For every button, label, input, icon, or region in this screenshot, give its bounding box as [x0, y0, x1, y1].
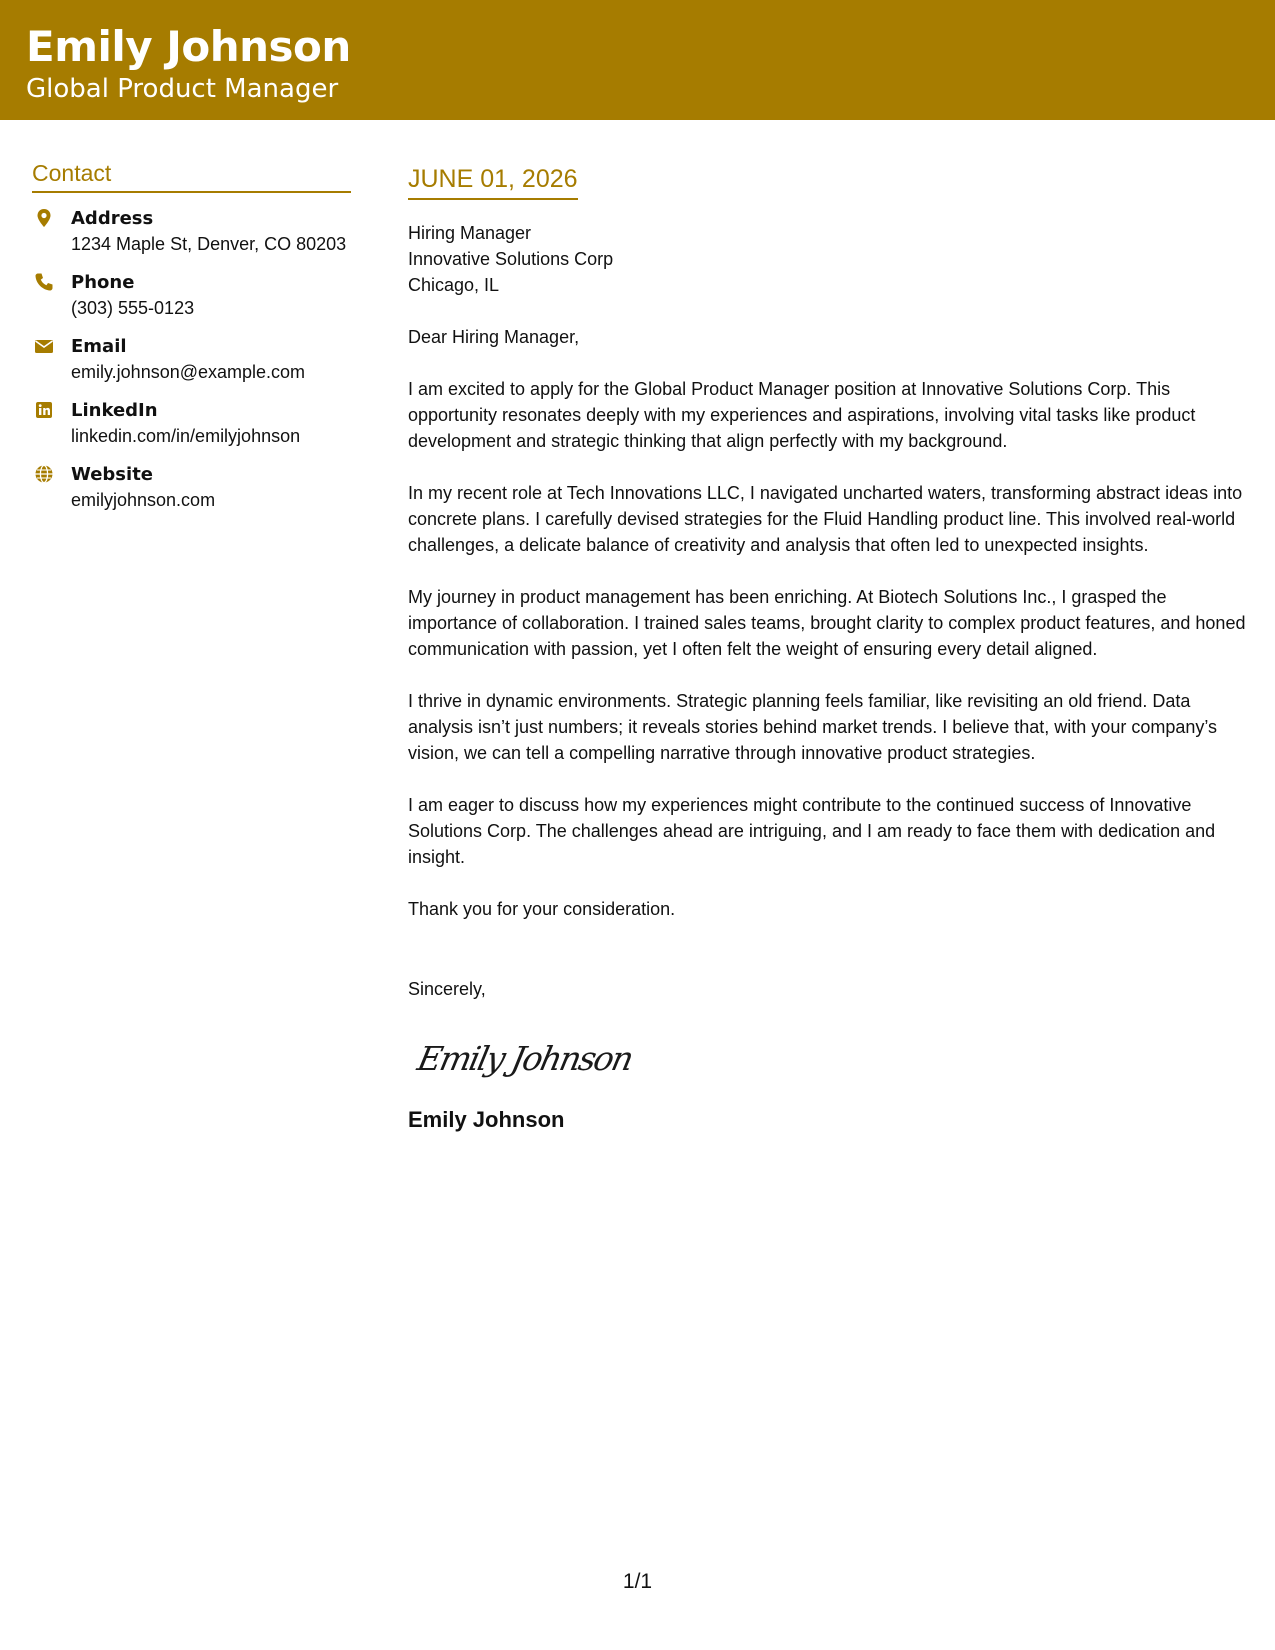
map-pin-icon — [34, 208, 54, 228]
contact-heading: Contact — [32, 160, 351, 193]
contact-label: Address — [71, 208, 154, 229]
header-banner — [0, 0, 1275, 120]
contact-label: Email — [71, 336, 127, 357]
contact-linkedin — [32, 399, 352, 449]
contact-label: Phone — [71, 272, 135, 293]
recipient-line: Innovative Solutions Corp — [408, 249, 614, 269]
letter-paragraph: I am excited to apply for the Global Product Manager position at Innovative Solutions Corp. This opportunity resonates deeply with my experiences and aspirations, involving vital tasks like product development and strategic thinking that align perfectly with my background. — [408, 379, 1196, 451]
letter-paragraph: My journey in product management has been enriching. At Biotech Solutions Inc., I grasped the importance of collaboration. I trained sales teams, brought clarity to complex product features, and honed communication with passion, yet I often felt the weight of ensuring every detail aligned. — [408, 587, 1246, 659]
contact-website — [32, 463, 352, 513]
signature-image — [414, 1032, 654, 1086]
applicant-role: Global Product Manager — [26, 74, 339, 104]
letter-body — [408, 166, 1250, 1133]
contact-sidebar — [32, 160, 352, 513]
linkedin-icon — [34, 400, 54, 420]
recipient-line: Hiring Manager — [408, 223, 532, 243]
applicant-name: Emily Johnson — [26, 22, 351, 71]
phone-icon — [34, 272, 54, 292]
contact-value: linkedin.com/in/emilyjohnson — [71, 426, 301, 446]
letter-paragraph: In my recent role at Tech Innovations LLC, I navigated uncharted waters, transforming abstract ideas into concrete plans. I carefully devised strategies for the Fluid Handling product line. This involved real-world challenges, a delicate balance of creativity and analysis that often led to unexpected insights. — [408, 483, 1243, 555]
salutation: Dear Hiring Manager, — [408, 327, 580, 347]
contact-value: emily.johnson@example.com — [71, 362, 306, 382]
closing: Sincerely, — [408, 979, 486, 999]
contact-value: (303) 555-0123 — [71, 298, 195, 318]
contact-phone — [32, 271, 352, 321]
contact-value: emilyjohnson.com — [71, 490, 216, 510]
contact-address — [32, 207, 352, 257]
letter-paragraph: Thank you for your consideration. — [408, 899, 676, 919]
page-number: 1/1 — [622, 1570, 653, 1593]
signed-name: Emily Johnson — [408, 1107, 565, 1132]
recipient-block — [408, 220, 1250, 298]
recipient-line: Chicago, IL — [408, 275, 500, 295]
svg-text:Emily Johnson: Emily Johnson — [414, 1039, 638, 1078]
globe-icon — [34, 464, 54, 484]
letter-date: JUNE 01, 2026 — [408, 166, 578, 200]
contact-label: LinkedIn — [71, 400, 158, 421]
contact-value: 1234 Maple St, Denver, CO 80203 — [71, 234, 347, 254]
contact-email — [32, 335, 352, 385]
contact-label: Website — [71, 464, 154, 485]
letter-paragraph: I thrive in dynamic environments. Strategic planning feels familiar, like revisiting an old friend. Data analysis isn’t just numbers; it reveals stories behind market trends. I believe that, with your company’s vision, we can tell a compelling narrative through innovative product strategies. — [408, 691, 1218, 763]
envelope-icon — [34, 336, 54, 356]
letter-paragraph: I am eager to discuss how my experiences might contribute to the continued success of Innovative Solutions Corp. The challenges ahead are intriguing, and I am ready to face them with dedication and insight. — [408, 795, 1216, 867]
